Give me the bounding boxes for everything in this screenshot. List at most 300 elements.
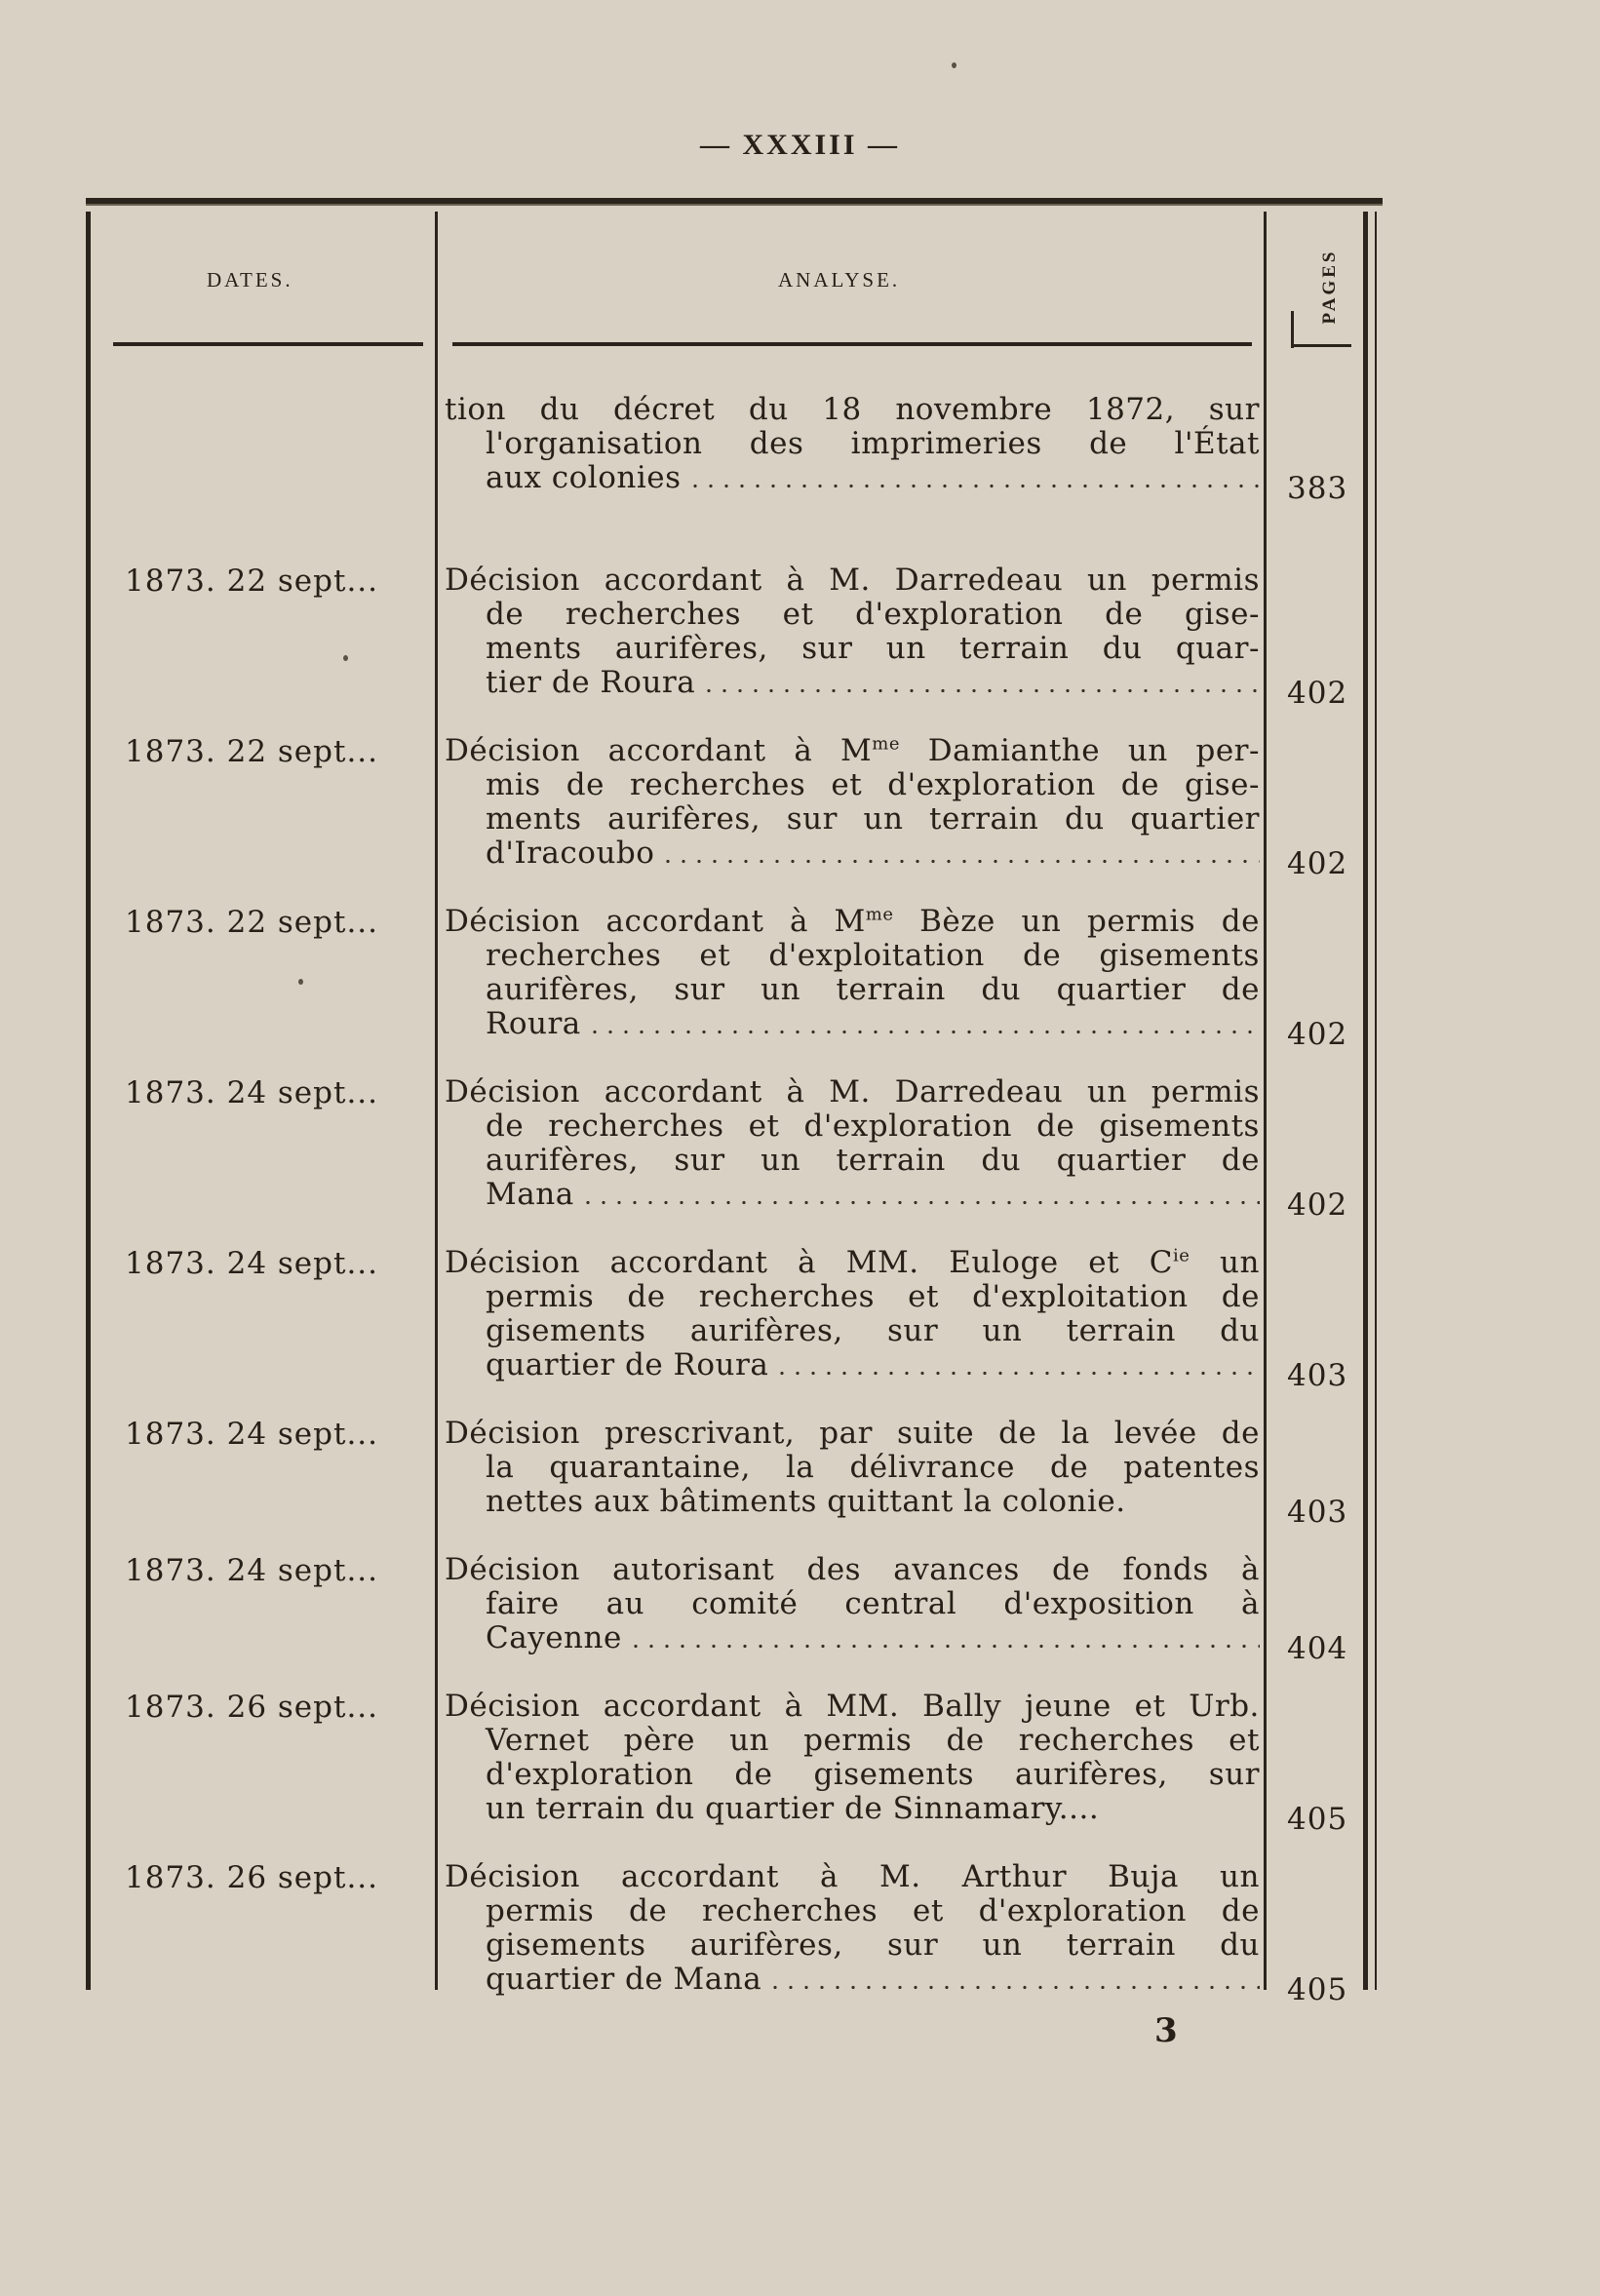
analysis-line-text: tier de Roura (486, 665, 696, 700)
word: fonds (1122, 1552, 1209, 1587)
dot-leader (774, 1348, 1260, 1382)
word: permis (486, 1893, 595, 1928)
word: Darredeau (894, 1074, 1064, 1109)
table-header (86, 225, 1383, 350)
analysis-line-text: nettes aux bâtiments quittant la colonie. (486, 1484, 1126, 1519)
word: Arthur (961, 1859, 1068, 1894)
word: quarantaine, (549, 1450, 751, 1485)
running-head: — XXXIII — (699, 129, 901, 161)
analysis-line (445, 1451, 1260, 1485)
word: Décision (445, 1416, 580, 1451)
word: quartier (1130, 801, 1260, 837)
word: Décision (445, 1074, 580, 1109)
word: recherches (486, 938, 662, 973)
analysis-line-text (445, 1860, 1260, 1894)
table-row (86, 1689, 1383, 1837)
word: un (761, 972, 801, 1007)
word: et (748, 1109, 780, 1144)
analysis-line-text (486, 1314, 1260, 1348)
word: 1872, (1085, 392, 1176, 427)
word: et (831, 767, 863, 802)
analysis-line (445, 632, 1260, 666)
word: à (1241, 1552, 1260, 1587)
word: du (981, 1143, 1022, 1178)
word: Décision (445, 904, 580, 939)
word: Urb. (1189, 1689, 1260, 1724)
header-rule-pages (1293, 344, 1351, 347)
analysis-line (445, 768, 1260, 802)
word: délivrance (849, 1450, 1015, 1485)
analysis-line (445, 802, 1260, 837)
analysis-line-text (486, 1724, 1260, 1758)
word: aurifères, (1014, 1757, 1168, 1792)
word: père (623, 1723, 695, 1758)
word: accordant (605, 904, 764, 939)
word: gisements (486, 1927, 646, 1963)
analysis-line (445, 1553, 1260, 1587)
word: du (539, 392, 580, 427)
word: gisements (813, 1757, 975, 1792)
analysis-line-text: Cayenne (486, 1620, 622, 1655)
table-top-rule (86, 198, 1383, 206)
paper-speck (298, 979, 303, 985)
word: permis (486, 1279, 595, 1314)
word: de (486, 1109, 525, 1144)
analysis-line-text (486, 939, 1260, 973)
analysis-line (445, 734, 1260, 768)
dot-leader (767, 1963, 1260, 1997)
entry-analysis (445, 734, 1260, 871)
word: sur (1208, 1757, 1260, 1792)
paper-speck (343, 655, 348, 661)
word: l'État (1174, 426, 1260, 461)
word: d'exploration (855, 597, 1064, 632)
analysis-line (445, 1348, 1260, 1382)
word: Euloge (949, 1245, 1059, 1280)
word: Bèze (919, 904, 995, 939)
word: à (798, 1245, 817, 1280)
entry-date: 1873. 26 sept... (125, 1690, 379, 1725)
word: un (885, 631, 926, 666)
table-row (86, 1859, 1383, 2007)
word: terrain (836, 972, 946, 1007)
dot-leader (587, 1007, 1260, 1041)
analysis-line (445, 1246, 1260, 1280)
word-with-superscript: $M^{me}$ (834, 904, 894, 939)
entry-page-number: 402 (1287, 676, 1348, 711)
word: patentes (1123, 1450, 1260, 1485)
analysis-line (445, 1109, 1260, 1144)
word: un (761, 1143, 801, 1178)
word: et (1229, 1723, 1260, 1758)
word: Damianthe (927, 733, 1101, 768)
header-rule-dates (113, 342, 423, 346)
word: de (1052, 1552, 1091, 1587)
index-table (86, 198, 1383, 2007)
entry-date: 1873. 26 sept... (125, 1860, 379, 1895)
entry-analysis (445, 393, 1260, 495)
word: un (863, 801, 904, 837)
word: un (1087, 1074, 1127, 1109)
analysis-line-text: quartier de Roura (486, 1347, 769, 1382)
word: à (794, 733, 813, 768)
word: un (1087, 563, 1127, 598)
word: terrain (836, 1143, 946, 1178)
word: du (1102, 631, 1143, 666)
analysis-line (445, 1758, 1260, 1792)
analysis-line (445, 1690, 1260, 1724)
word: de (629, 1893, 668, 1928)
word: terrain (929, 801, 1039, 837)
analysis-line (445, 564, 1260, 598)
header-pages-tick (1291, 311, 1294, 348)
analysis-line-text: un terrain du quartier de Sinnamary.... (486, 1791, 1100, 1826)
word: de (1221, 1893, 1260, 1928)
entry-analysis (445, 1246, 1260, 1382)
table-row (86, 904, 1383, 1052)
word: d'exploration (486, 1757, 694, 1792)
entry-page-number: 403 (1287, 1495, 1348, 1530)
word: par (819, 1416, 873, 1451)
entry-analysis (445, 1075, 1260, 1212)
word: autorisant (612, 1552, 775, 1587)
analysis-line-text: aux colonies (486, 460, 682, 495)
word: au (605, 1586, 645, 1621)
word: permis (1086, 904, 1196, 939)
word: central (844, 1586, 957, 1621)
analysis-line (445, 1144, 1260, 1178)
word: aurifères, (607, 801, 761, 837)
header-pages: PAGES (1319, 249, 1340, 325)
analysis-line-text (486, 1280, 1260, 1314)
word: recherches (565, 597, 742, 632)
analysis-line (445, 1280, 1260, 1314)
entry-analysis (445, 1417, 1260, 1519)
word: Vernet (486, 1723, 590, 1758)
word: aurifères, (689, 1927, 843, 1963)
word: un (982, 1927, 1023, 1963)
word: aurifères, (689, 1313, 843, 1348)
word: 18 (822, 392, 862, 427)
word: recherches (698, 1279, 875, 1314)
word: la (786, 1450, 815, 1485)
word: à (786, 1074, 805, 1109)
word: à (784, 1689, 803, 1724)
entry-date: 1873. 24 sept... (125, 1246, 379, 1281)
analysis-line (445, 1963, 1260, 1997)
word: l'organisation (486, 426, 703, 461)
word: gisements (1099, 1109, 1260, 1144)
word: jeune (1025, 1689, 1112, 1724)
word: de (627, 1279, 666, 1314)
word: un (1220, 1859, 1260, 1894)
word: et (699, 938, 731, 973)
word: d'exploitation (768, 938, 985, 973)
analysis-line-text (445, 905, 1260, 939)
word: et (1134, 1689, 1166, 1724)
word: des (749, 426, 804, 461)
analysis-line-text (445, 564, 1260, 598)
word: de (486, 597, 525, 632)
analysis-line (445, 1724, 1260, 1758)
word: Décision (445, 1245, 580, 1280)
entry-page-number: 404 (1287, 1631, 1348, 1666)
analysis-line-text (486, 1758, 1260, 1792)
word: recherches (701, 1893, 878, 1928)
word: des (806, 1552, 862, 1587)
word: et (1088, 1245, 1120, 1280)
word: gise- (1184, 767, 1260, 802)
analysis-line-text (486, 768, 1260, 802)
word: d'exploration (803, 1109, 1012, 1144)
analysis-line-text: Roura (486, 1006, 581, 1041)
analysis-line (445, 973, 1260, 1007)
header-rule-analyse (452, 342, 1252, 346)
entry-analysis (445, 905, 1260, 1041)
word: M. (829, 563, 871, 598)
word: terrain (1066, 1313, 1176, 1348)
word: Bally (922, 1689, 1002, 1724)
word: accordant (603, 1689, 761, 1724)
word: imprimeries (850, 426, 1042, 461)
word: de (566, 767, 605, 802)
analysis-line-text (486, 802, 1260, 837)
word: et (912, 1893, 944, 1928)
table-row (86, 1074, 1383, 1223)
analysis-line (445, 1417, 1260, 1451)
analysis-line-text (486, 1587, 1260, 1621)
analysis-line-text (486, 973, 1260, 1007)
word: du (1220, 1927, 1260, 1963)
table-row (86, 563, 1383, 711)
word: quartier (1056, 1143, 1187, 1178)
word: sur (887, 1927, 939, 1963)
word-with-superscript: $C^{ie}$ (1149, 1245, 1190, 1280)
word: aurifères, (486, 1143, 639, 1178)
analysis-line-text (486, 1144, 1260, 1178)
word: Décision (445, 1689, 580, 1724)
analysis-line (445, 1792, 1260, 1826)
table-row (86, 733, 1383, 881)
word: accordant (620, 1859, 779, 1894)
entry-page-number: 383 (1287, 471, 1348, 506)
word: permis (803, 1723, 913, 1758)
word-with-superscript: $M^{me}$ (840, 733, 900, 768)
word: mis (486, 767, 541, 802)
word: sur (801, 631, 853, 666)
word: avances (893, 1552, 1020, 1587)
analysis-line-text (486, 427, 1260, 461)
word: de (1036, 1109, 1075, 1144)
word: Décision (445, 1552, 580, 1587)
word: sur (786, 801, 838, 837)
table-row (86, 392, 1383, 506)
word: un (1220, 1245, 1260, 1280)
word: un (1021, 904, 1062, 939)
dot-leader (701, 666, 1260, 700)
word: à (1241, 1586, 1260, 1621)
word: quartier (1056, 972, 1187, 1007)
analysis-line (445, 393, 1260, 427)
word: décret (613, 392, 716, 427)
superscript: ie (1172, 1245, 1190, 1266)
signature-mark: 3 (1154, 2011, 1178, 2050)
word: du (1064, 801, 1105, 837)
word: permis (1151, 563, 1260, 598)
analysis-line-text (486, 1894, 1260, 1928)
word: MM. (845, 1245, 919, 1280)
word: un (982, 1313, 1023, 1348)
analysis-line (445, 1485, 1260, 1519)
word: gisements (1099, 938, 1260, 973)
analysis-line-text (486, 1109, 1260, 1144)
analysis-line (445, 1587, 1260, 1621)
analysis-line (445, 1075, 1260, 1109)
analysis-line-text (486, 1451, 1260, 1485)
analysis-line (445, 1860, 1260, 1894)
word: d'exploitation (972, 1279, 1189, 1314)
analysis-line (445, 905, 1260, 939)
analysis-line-text (445, 1553, 1260, 1587)
analysis-line-text (486, 1928, 1260, 1963)
word: tion (445, 392, 507, 427)
word: et (782, 597, 814, 632)
entry-analysis (445, 1860, 1260, 1997)
word: du (748, 392, 789, 427)
word: comité (691, 1586, 799, 1621)
dot-leader (628, 1621, 1260, 1655)
word: de (734, 1757, 773, 1792)
entry-analysis (445, 564, 1260, 700)
word: sur (674, 1143, 725, 1178)
entry-page-number: 405 (1287, 1802, 1348, 1837)
header-dates: DATES. (207, 268, 293, 292)
word: prescrivant, (604, 1416, 796, 1451)
analysis-line (445, 837, 1260, 871)
analysis-line-text: Mana (486, 1177, 574, 1212)
entry-date: 1873. 24 sept... (125, 1417, 379, 1452)
analysis-line-text (445, 1246, 1260, 1280)
word: accordant (604, 1074, 762, 1109)
word: permis (1151, 1074, 1260, 1109)
analysis-line (445, 1621, 1260, 1655)
word: quar- (1175, 631, 1260, 666)
table-row (86, 1552, 1383, 1666)
analysis-line (445, 1007, 1260, 1041)
analysis-line (445, 1928, 1260, 1963)
word: de (1221, 1416, 1260, 1451)
word: recherches (1018, 1723, 1195, 1758)
word: aurifères, (486, 972, 639, 1007)
word: d'exploration (978, 1893, 1187, 1928)
dot-leader (687, 461, 1260, 495)
word: la (1061, 1416, 1090, 1451)
entry-date: 1873. 24 sept... (125, 1553, 379, 1588)
entry-date: 1873. 22 sept... (125, 905, 379, 940)
entry-date: 1873. 24 sept... (125, 1075, 379, 1110)
analysis-line (445, 598, 1260, 632)
word: M. (829, 1074, 871, 1109)
word: MM. (826, 1689, 900, 1724)
analysis-line-text (445, 734, 1260, 768)
entry-analysis (445, 1553, 1260, 1655)
entry-date: 1873. 22 sept... (125, 564, 379, 599)
word: du (981, 972, 1022, 1007)
word: faire (486, 1586, 560, 1621)
word: de (1105, 597, 1144, 632)
word: terrain (959, 631, 1070, 666)
entry-page-number: 402 (1287, 1017, 1348, 1052)
analysis-line-text (486, 598, 1260, 632)
header-analyse: ANALYSE. (778, 268, 901, 292)
analysis-line (445, 427, 1260, 461)
word: de (1120, 767, 1159, 802)
word: gisements (486, 1313, 646, 1348)
analysis-line-text: quartier de Mana (486, 1962, 762, 1997)
word: recherches (630, 767, 806, 802)
word: de (1049, 1450, 1089, 1485)
word: à (819, 1859, 839, 1894)
entry-page-number: 405 (1287, 1972, 1348, 2007)
word: Darredeau (894, 563, 1064, 598)
word: à (786, 563, 805, 598)
word: accordant (607, 733, 766, 768)
word: sur (1208, 392, 1260, 427)
analysis-line (445, 939, 1260, 973)
word: accordant (604, 563, 762, 598)
analysis-line (445, 1314, 1260, 1348)
analysis-line (445, 1894, 1260, 1928)
word: et (908, 1279, 939, 1314)
table-row (86, 1245, 1383, 1393)
analysis-line-text (445, 1690, 1260, 1724)
paper-speck (952, 62, 956, 68)
word: de (1089, 426, 1128, 461)
analysis-line-text: d'Iracoubo (486, 836, 655, 871)
word: d'exploration (887, 767, 1096, 802)
word: sur (674, 972, 725, 1007)
word: à (790, 904, 808, 939)
word: la (486, 1450, 515, 1485)
superscript: me (872, 733, 900, 755)
word: levée (1113, 1416, 1197, 1451)
word: d'exposition (1003, 1586, 1194, 1621)
entry-page-number: 403 (1287, 1358, 1348, 1393)
entry-date: 1873. 22 sept... (125, 734, 379, 769)
word: de (1221, 972, 1260, 1007)
word: un (729, 1723, 769, 1758)
analysis-line-text (445, 1417, 1260, 1451)
word: novembre (895, 392, 1053, 427)
word: ments (486, 801, 582, 837)
word: per- (1195, 733, 1260, 768)
word: ments (486, 631, 582, 666)
analysis-line (445, 461, 1260, 495)
word: du (1220, 1313, 1260, 1348)
table-row (86, 1416, 1383, 1530)
word: M. (879, 1859, 921, 1894)
word: recherches (548, 1109, 724, 1144)
analysis-line-text (445, 1075, 1260, 1109)
word: de (1023, 938, 1062, 973)
analysis-line (445, 666, 1260, 700)
entry-page-number: 402 (1287, 846, 1348, 881)
entry-analysis (445, 1690, 1260, 1826)
entry-page-number: 402 (1287, 1187, 1348, 1223)
word: de (1221, 1279, 1260, 1314)
word: sur (887, 1313, 939, 1348)
word: de (946, 1723, 985, 1758)
